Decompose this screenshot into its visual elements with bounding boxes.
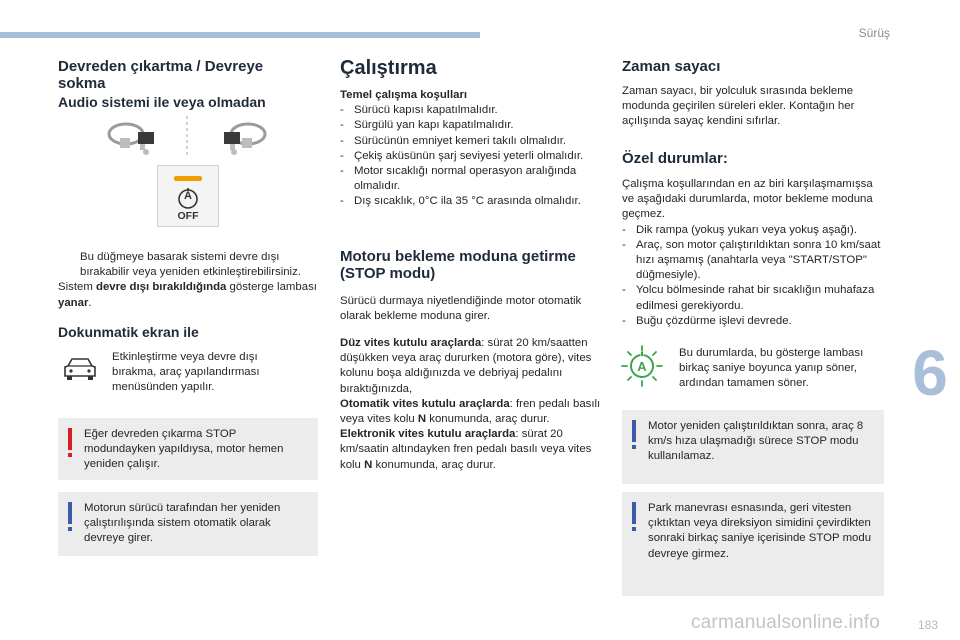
info-text-col1: Motorun sürücü tarafından her yeniden çalıştırılışında sistem otomatik olarak devreye girer. [84,502,281,545]
manual-gearbox-text: Düz vites kutulu araçlarda: sürat 20 km/saatten düşükken veya araç dururken (motora göre), vites kolunu boşa aldığınızda ve debriyaj pedalını bıraktığınızda, [340,337,592,395]
stop-intro: Sürücü durmaya niyetlendiğinde motor otomatik olarak bekleme moduna girer. [340,295,582,323]
col2-title: Çalıştırma [340,57,437,79]
auto-gearbox-text: Otomatik vites kutulu araçlarda: fren pedalı basılı veya vites kolu N konumunda, araç durur. [340,397,601,426]
header-bar [0,32,480,38]
stop-mode-title: Motoru bekleme moduna getirme (STOP modu) [340,248,576,282]
conditions-block [340,88,605,210]
special-list [622,223,884,329]
bullet-item [58,250,320,280]
steering-wheel-illustration [100,112,275,158]
bullet-text: Bu düğmeye basarak sistemi devre dışı bırakabilir veya yeniden etkinleştirebilirsiniz. [80,251,301,279]
lamp-text: Bu durumlarda, bu gösterge lambası birkaç saniye boyunca yanıp söner, ardından tamamen söner. [679,347,864,390]
watermark: carmanualsonline.info [690,612,880,633]
off-label: OFF [177,210,199,222]
list-item: - Sürücü kapısı kapatılmalıdır. [340,103,605,118]
special-title: Özel durumlar: [622,150,728,167]
info-icon [68,502,72,524]
touch-text: Etkinleştirme veya devre dışı bırakma, araç yapılandırması menüsünden yapılır. [112,351,260,394]
button-letter: A [184,190,192,202]
lamp-letter: A [637,359,647,374]
list-item: - Yolcu bölmesinde rahat bir sıcaklığın muhafaza edilmesi gerekiyordu. [622,283,884,313]
conditions-list [340,103,605,209]
indicator-led [174,176,202,181]
col1-title: Devreden çıkartma / Devreye sokma [58,58,264,92]
page-number: 183 [917,618,938,632]
list-item: - Araç, son motor çalıştırıldıktan sonra 10 km/saat hızı aşmamış (anahtarla veya "START/STOP" düğmesiyle). [622,238,884,284]
steering-wheel-right-icon [224,124,265,155]
chapter-number: 6 [912,337,948,409]
steering-wheel-left-icon [109,124,154,155]
status-sentence: Sistem devre dışı bırakıldığında gösterge lambası yanar. [58,281,317,309]
col1-paragraph [58,250,320,311]
conditions-title: Temel çalışma koşulları [340,89,468,101]
timer-title: Zaman sayacı [622,58,721,75]
list-item: - Sürgülü yan kapı kapatılmalıdır. [340,118,605,133]
list-item: - Sürücünün emniyet kemeri takılı olmalıdır. [340,134,605,149]
list-item: - Motor sıcaklığı normal operasyon aralığında olmalıdır. [340,164,605,194]
special-intro: Çalışma koşullarından en az biri karşılaşmamışsa ve aşağıdaki durumlarda, motor bekleme moduna geçmez. [622,178,873,221]
info-icon [632,502,636,524]
info-text-2: Park manevrası esnasında, geri vitesten çıktıktan veya direksiyon simidini çevirdikten sonraki birkaç saniye içerisinde STOP modu devreye girmez. [648,502,872,560]
info-text-1: Motor yeniden çalıştırıldıktan sonra, araç 8 km/s hıza ulaşmadığı sürece STOP modu kullanılamaz. [648,420,864,463]
info-note-1 [622,410,884,484]
car-settings-icon [62,356,98,382]
warning-text: Eğer devreden çıkarma STOP modundayken yapıldıysa, motor hemen yeniden çalışır. [84,428,284,471]
list-item: - Dik rampa (yokuş yukarı veya yokuş aşağı). [622,223,884,238]
info-note-col1 [58,492,318,556]
electronic-gearbox-text: Elektronik vites kutulu araçlarda: sürat 20 km/saatin altındayken fren pedalı basılı veya vites kolu N konumunda, araç durur. [340,428,592,471]
timer-text: Zaman sayacı, bir yolculuk sırasında bekleme modunda geçirilen süreleri ekler. Kontağın her açılışında sayaç kendini sıfırlar. [622,85,855,128]
touch-title: Dokunmatik ekran ile [58,324,199,340]
list-item: - Buğu çözdürme işlevi devrede. [622,314,884,329]
section-label: Sürüş [858,26,890,40]
info-icon [632,420,636,442]
warning-icon [68,428,72,450]
col1-subtitle: Audio sistemi ile veya olmadan [58,94,266,110]
list-item: - Dış sıcaklık, 0°C ila 35 °C arasında olmalıdır. [340,194,605,209]
list-item: - Çekiş aküsünün şarj seviyesi yeterli olmalıdır. [340,149,605,164]
stop-start-off-button [157,165,219,227]
special-block [622,177,884,329]
stop-conditions [340,336,602,473]
info-note-2 [622,492,884,596]
warning-note [58,418,318,480]
